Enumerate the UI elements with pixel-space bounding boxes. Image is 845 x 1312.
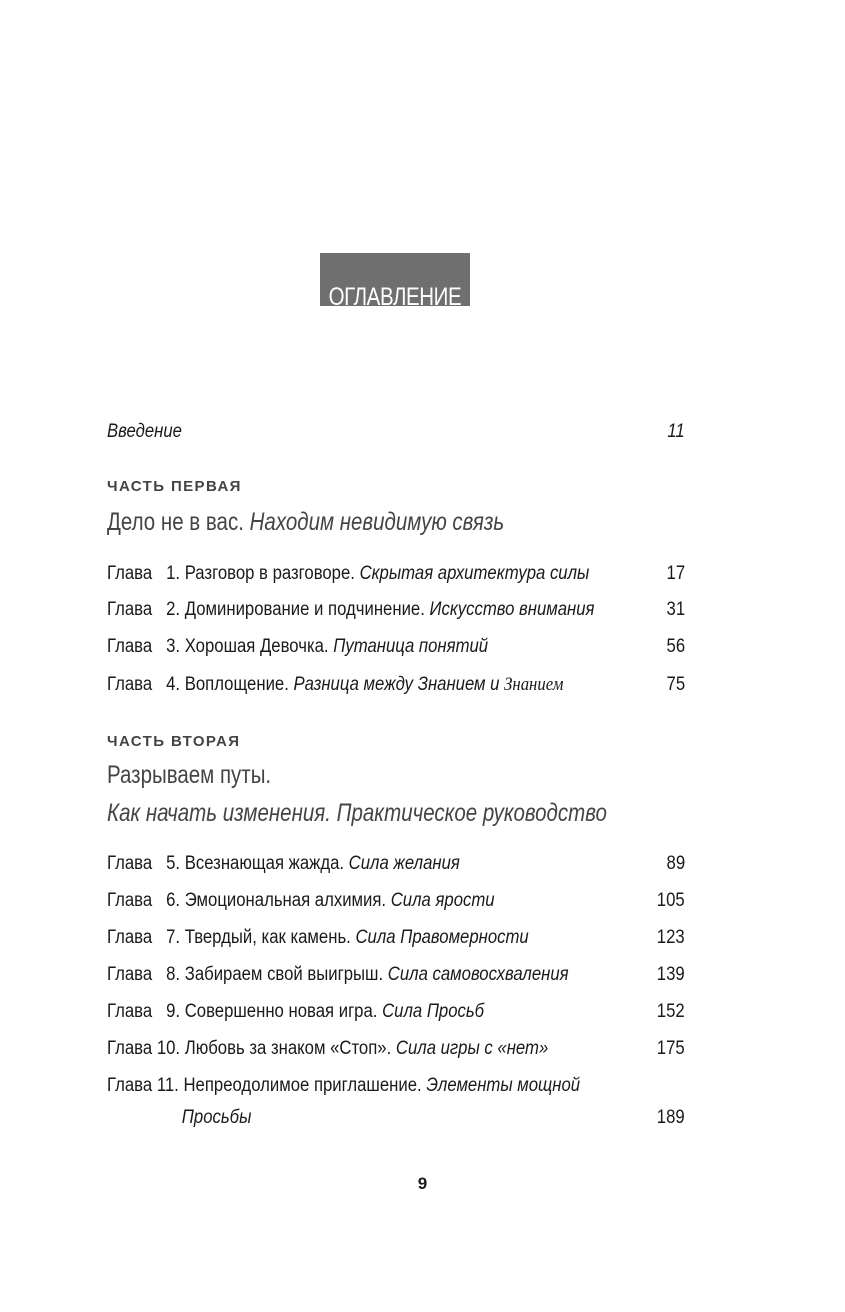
chapter-subtitle: Сила Просьб: [382, 1001, 485, 1022]
toc-entry-chapter-5[interactable]: [107, 852, 685, 876]
chapter-prefix: Глава: [107, 890, 153, 911]
chapter-number: 11.: [156, 1075, 179, 1096]
chapter-prefix: Глава: [107, 563, 153, 584]
intro-label: Введение: [107, 421, 182, 442]
toc-entry-chapter-6[interactable]: [107, 889, 685, 913]
chapter-page: 105: [657, 890, 685, 911]
part1-title-italic: Находим невидимую связь: [249, 508, 505, 536]
chapter-subtitle: Искусство внимания: [429, 599, 595, 620]
part2-title-line2: Как начать изменения. Практическое руководство: [107, 799, 607, 827]
chapter-subtitle-line2: Просьбы: [181, 1107, 252, 1128]
part2-title-line1: Разрываем путы.: [107, 761, 272, 789]
chapter-title: Воплощение.: [184, 674, 289, 695]
chapter-subtitle: Скрытая архитектура силы: [359, 563, 590, 584]
chapter-number: 5.: [166, 853, 181, 874]
chapter-number: 7.: [166, 927, 181, 948]
chapter-prefix: Глава: [107, 599, 153, 620]
chapter-prefix: Глава: [107, 964, 153, 985]
chapter-number: 4.: [166, 674, 181, 695]
part1-label: ЧАСТЬ ПЕРВАЯ: [107, 478, 242, 495]
chapter-prefix: Глава: [107, 853, 153, 874]
toc-heading: ОГЛАВЛЕНИЕ: [320, 253, 470, 306]
chapter-page: 139: [657, 964, 685, 985]
chapter-title: Забираем свой выигрыш.: [184, 964, 384, 985]
chapter-number: 1.: [166, 563, 181, 584]
chapter-prefix: Глава: [107, 674, 153, 695]
part2-label: ЧАСТЬ ВТОРАЯ: [107, 733, 241, 750]
chapter-prefix: Глава: [107, 636, 153, 657]
chapter-number: 2.: [166, 599, 181, 620]
chapter-title: Любовь за знаком «Стоп».: [184, 1038, 392, 1059]
chapter-title: Совершенно новая игра.: [184, 1001, 378, 1022]
chapter-number: 8.: [166, 964, 181, 985]
chapter-subtitle: Разница между Знанием и: [293, 674, 500, 695]
chapter-subtitle: Путаница понятий: [333, 636, 489, 657]
intro-page: 11: [667, 421, 685, 442]
chapter-page: 75: [666, 674, 685, 695]
chapter-title: Разговор в разговоре.: [184, 563, 355, 584]
chapter-number: 9.: [166, 1001, 181, 1022]
toc-entry-chapter-7[interactable]: [107, 926, 685, 950]
chapter-prefix: Глава: [107, 927, 153, 948]
chapter-number: 10.: [156, 1038, 181, 1059]
chapter-subtitle: Сила самовосхваления: [387, 964, 569, 985]
chapter-prefix: Глава: [107, 1001, 153, 1022]
chapter-title: Твердый, как камень.: [184, 927, 351, 948]
toc-entry-chapter-10[interactable]: [107, 1037, 685, 1061]
toc-entry-chapter-9[interactable]: [107, 1000, 685, 1024]
chapter-page: 17: [666, 563, 685, 584]
chapter-title: Доминирование и подчинение.: [184, 599, 425, 620]
chapter-subtitle: Сила игры с «нет»: [395, 1038, 549, 1059]
toc-entry-chapter-4[interactable]: [107, 673, 685, 697]
toc-entry-chapter-11[interactable]: [107, 1074, 685, 1098]
chapter-page: 175: [657, 1038, 685, 1059]
chapter-prefix: Глава: [107, 1075, 153, 1096]
chapter-page: 89: [666, 853, 685, 874]
part1-title-regular: Дело не в вас.: [107, 508, 244, 536]
chapter-subtitle: Сила желания: [348, 853, 460, 874]
chapter-page: 189: [657, 1107, 685, 1128]
chapter-subtitle: Сила Правомерности: [355, 927, 529, 948]
chapter-page: 152: [657, 1001, 685, 1022]
chapter-page: 31: [666, 599, 685, 620]
toc-entry-intro[interactable]: [107, 420, 685, 444]
part1-title: [107, 507, 591, 537]
page-number: 9: [417, 1174, 428, 1193]
toc-entry-chapter-1[interactable]: [107, 562, 685, 586]
chapter-subtitle: Элементы мощной: [426, 1075, 581, 1096]
chapter-subtitle: Сила ярости: [390, 890, 495, 911]
toc-entry-chapter-3[interactable]: [107, 635, 685, 659]
chapter-title: Непреодолимое приглашение.: [183, 1075, 422, 1096]
chapter-number: 3.: [166, 636, 181, 657]
chapter-title: Эмоциональная алхимия.: [184, 890, 387, 911]
toc-entry-chapter-2[interactable]: [107, 598, 685, 622]
chapter-number: 6.: [166, 890, 181, 911]
chapter-prefix: Глава: [107, 1038, 153, 1059]
toc-entry-chapter-8[interactable]: [107, 963, 685, 987]
chapter-page: 56: [666, 636, 685, 657]
chapter-page: 123: [657, 927, 685, 948]
chapter-subtitle-serif: Знанием: [504, 674, 564, 695]
toc-entry-chapter-11-cont[interactable]: [107, 1106, 685, 1130]
chapter-title: Хорошая Девочка.: [184, 636, 329, 657]
chapter-title: Всезнающая жажда.: [184, 853, 345, 874]
